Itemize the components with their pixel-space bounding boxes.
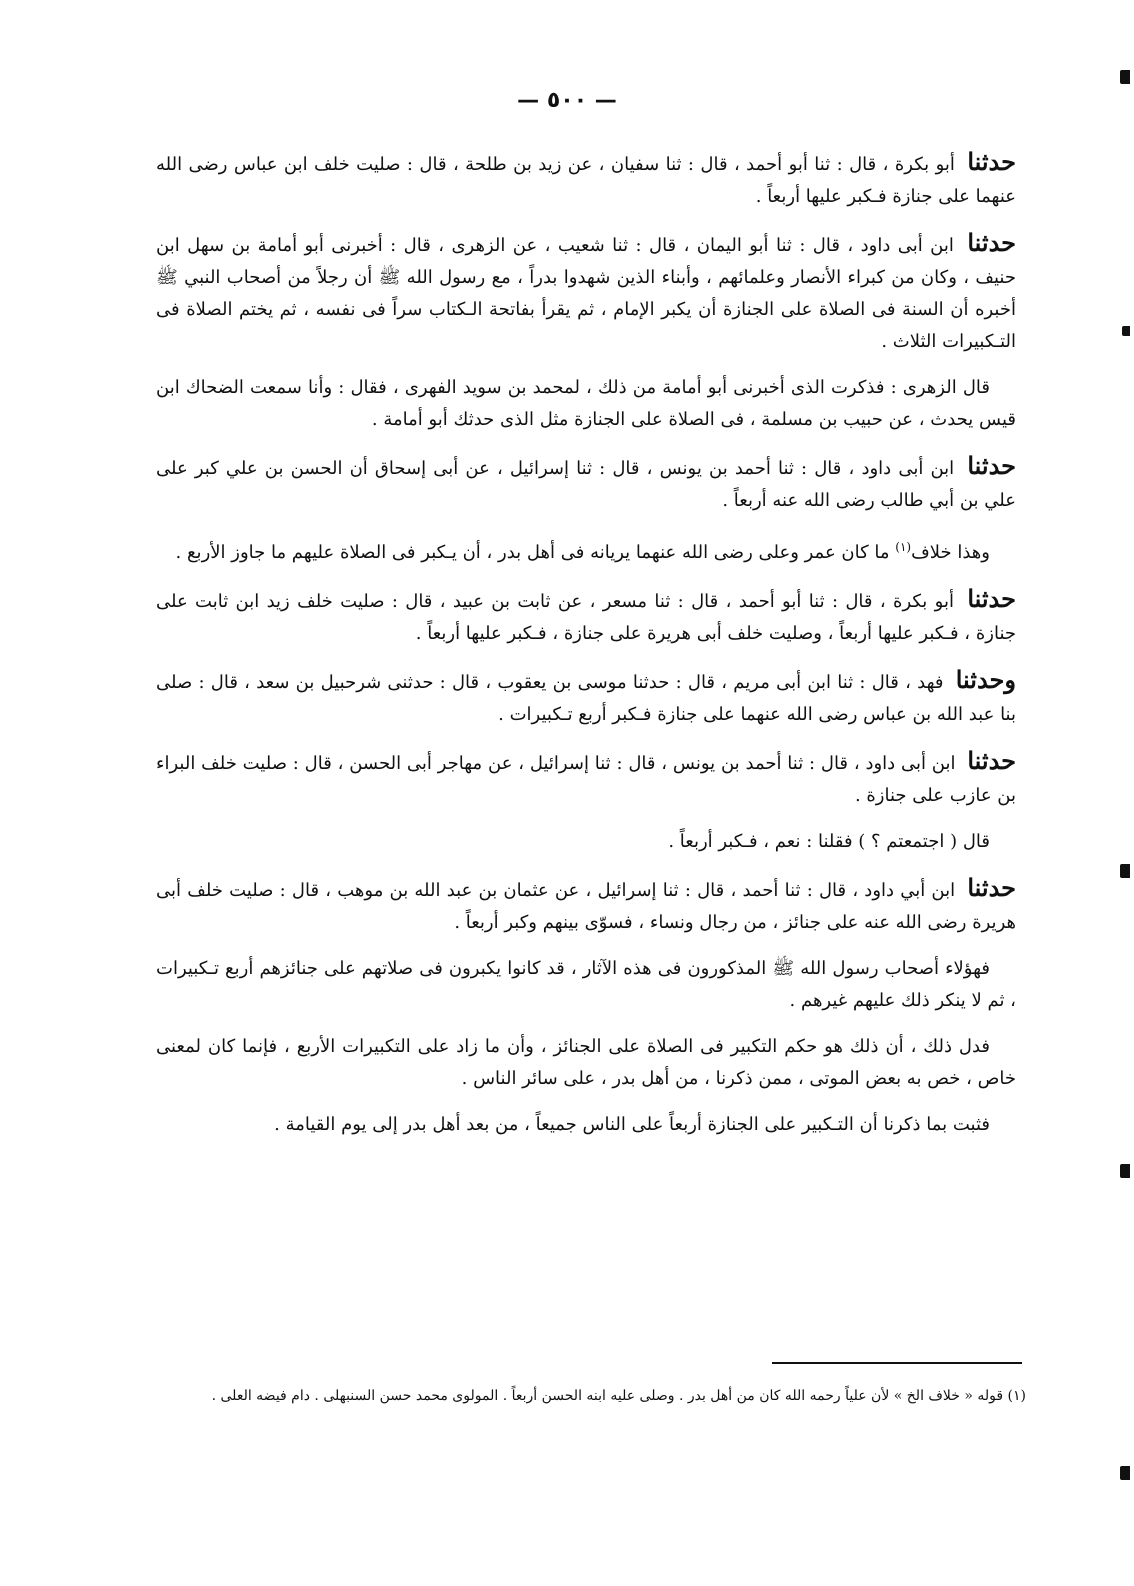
binding-mark	[1120, 864, 1130, 878]
footnote-divider	[772, 1362, 1022, 1364]
hadith-lead-word: حدثنا	[967, 746, 1016, 775]
paragraph-text: ابن أبى داود ، قال : ثنا أحمد بن يونس ، قال : ثنا إسرائيل ، عن أبى إسحاق أن الحسن بن علي كبر على علي بن أبي طالب رضى الله عنه أربعاً .	[156, 458, 1016, 511]
hadith-lead-word: حدثنا	[967, 584, 1016, 613]
commentary-paragraph-1	[156, 372, 1016, 436]
paragraph-text: أبو بكرة ، قال : ثنا أبو أحمد ، قال : ثنا مسعر ، عن ثابت بن عبيد ، قال : صليت خلف زيد ابن ثابت على جنازة ، فـكبر عليها أربعاً ، وصليت خلف أبى هريرة على جنازة ، فـكبر عليها أربعاً .	[156, 591, 1016, 644]
hadith-lead-word: حدثنا	[967, 451, 1016, 480]
page-body	[156, 146, 1016, 1155]
footnote-reference[interactable]: (١)	[895, 540, 912, 554]
paragraph-text: ابن أبى داود ، قال : ثنا أحمد بن يونس ، قال : ثنا إسرائيل ، عن مهاجر أبى الحسن ، قال : صليت خلف البراء بن عازب على جنازة .	[156, 753, 1016, 806]
paragraph-text: قال الزهرى : فذكرت الذى أخبرنى أبو أمامة من ذلك ، لمحمد بن سويد الفهرى ، فقال : وأنا سمعت الضحاك ابن قيس يحدث ، عن حبيب بن مسلمة ، فى الصلاة على الجنازة مثل الذى حدثك أبو أمامة .	[156, 377, 1016, 430]
hadith-lead-word: حدثنا	[967, 147, 1016, 176]
paragraph-text: فهؤلاء أصحاب رسول الله ﷺ المذكورون فى هذه الآثار ، قد كانوا يكبرون فى صلاتهم على جنائزهم أربع تـكبيرات ، ثم لا ينكر ذلك عليهم غيرهم .	[156, 958, 1016, 1011]
hadith-paragraph-3	[156, 450, 1016, 517]
hadith-paragraph-7	[156, 872, 1016, 939]
commentary-paragraph-6	[156, 1109, 1016, 1141]
hadith-lead-word: حدثنا	[967, 873, 1016, 902]
hadith-paragraph-6	[156, 745, 1016, 812]
paragraph-text: فدل ذلك ، أن ذلك هو حكم التكبير فى الصلاة على الجنائز ، وأن ما زاد على التكبيرات الأربع ، فإنما كان لمعنى خاص ، خص به بعض الموتى ، ممن ذكرنا ، من أهل بدر ، على سائر الناس .	[156, 1036, 1016, 1089]
binding-mark	[1120, 70, 1130, 84]
paragraph-text: ما كان عمر وعلى رضى الله عنهما يريانه فى أهل بدر ، أن يـكبر فى الصلاة عليهم ما جاوز الأربع .	[175, 542, 890, 563]
paragraph-text: فهد ، قال : ثنا ابن أبى مريم ، قال : حدثنا موسى بن يعقوب ، قال : حدثنى شرحبيل بن سعد ، قال : صلى بنا عبد الله بن عباس رضى الله عنهما على جنازة فـكبر أربع تـكبيرات .	[156, 672, 1016, 725]
hadith-paragraph-2	[156, 227, 1016, 358]
paragraph-text: فثبت بما ذكرنا أن التـكبير على الجنازة أربعاً على الناس جميعاً ، من بعد أهل بدر إلى يوم القيامة .	[274, 1114, 990, 1135]
paragraph-text: ابن أبي داود ، قال : ثنا أحمد ، قال : ثنا إسرائيل ، عن عثمان بن عبد الله بن موهب ، قال : صليت خلف أبى هريرة رضى الله عنه على جنائز ، من رجال ونساء ، فسوّى بينهم وكبر أربعاً .	[156, 880, 1016, 933]
hadith-paragraph-5	[156, 664, 1016, 731]
footnote: (١) قوله « خلاف الخ » لأن علياً رحمه الله كان من أهل بدر . وصلى عليه ابنه الحسن أربعاً . المولوى محمد حسن السنبهلى . دام فيضه العلى .	[211, 1388, 1026, 1404]
binding-mark	[1120, 1164, 1130, 1178]
binding-mark	[1122, 326, 1130, 336]
commentary-paragraph-2	[156, 531, 1016, 569]
paragraph-text: ابن أبى داود ، قال : ثنا أبو اليمان ، قال : ثنا شعيب ، عن الزهرى ، قال : أخبرنى أبو أمامة بن سهل ابن حنيف ، وكان من كبراء الأنصار وعلمائهم ، وأبناء الذين شهدوا بدراً ، مع رسول الله ﷺ أن رجلاً من أصحاب النبي ﷺ أخبره أن السنة فى الصلاة على الجنازة أن يكبر الإمام ، ثم يقرأ بفاتحة الـكتاب سراً فى نفسه ، ثم يختم الصلاة فى التـكبيرات الثلاث .	[156, 235, 1016, 352]
hadith-lead-word: حدثنا	[967, 228, 1016, 257]
hadith-paragraph-1	[156, 146, 1016, 213]
paragraph-text: أبو بكرة ، قال : ثنا أبو أحمد ، قال : ثنا سفيان ، عن زيد بن طلحة ، قال : صليت خلف ابن عباس رضى الله عنهما على جنازة فـكبر عليها أربعاً .	[156, 154, 1016, 207]
commentary-paragraph-4	[156, 953, 1016, 1017]
hadith-lead-word: وحدثنا	[955, 665, 1016, 694]
commentary-paragraph-3	[156, 826, 1016, 858]
paragraph-text: قال ( اجتمعتم ؟ ) فقلنا : نعم ، فـكبر أربعاً .	[668, 831, 990, 852]
commentary-paragraph-5	[156, 1031, 1016, 1095]
hadith-paragraph-4	[156, 583, 1016, 650]
paragraph-text-before-note: وهذا خلاف	[911, 542, 990, 563]
page-number: — ٥٠٠ —	[517, 88, 617, 113]
binding-mark	[1120, 1466, 1130, 1480]
